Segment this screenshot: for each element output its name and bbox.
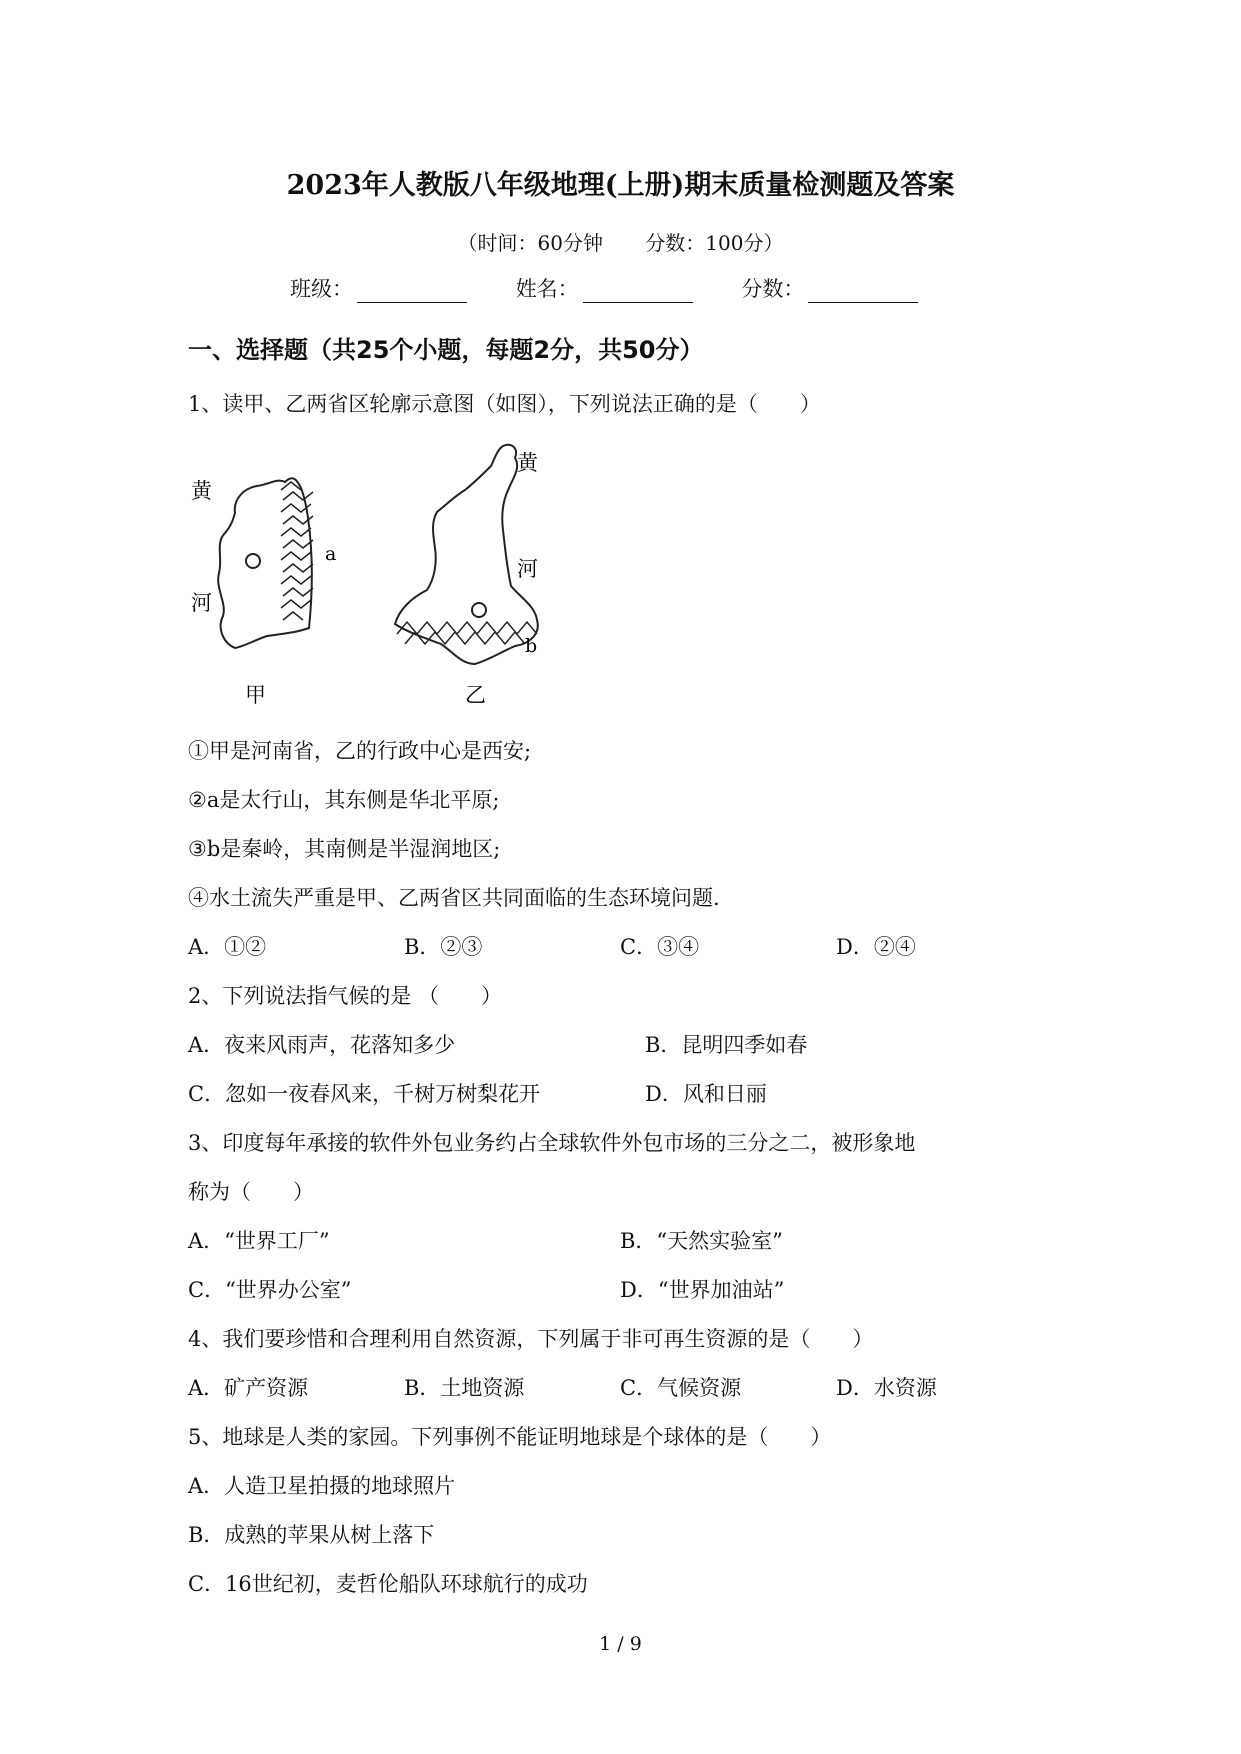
q1-option-a: A．①②: [188, 935, 267, 959]
class-field: [290, 273, 467, 303]
jia-he-label: 河: [191, 591, 212, 615]
yi-mountains: [397, 622, 537, 644]
q1-statement-4: ④水土流失严重是甲、乙两省区共同面临的生态环境问题.: [188, 886, 720, 910]
q3-option-a: A．“世界工厂”: [188, 1229, 330, 1253]
q2-option-c: C．忽如一夜春风来，千树万树梨花开: [188, 1082, 541, 1106]
student-fields: [290, 273, 960, 303]
q1-stem: 1、读甲、乙两省区轮廓示意图（如图），下列说法正确的是（ ）: [188, 392, 821, 416]
yi-mountain-symbols: [397, 622, 537, 644]
q3-option-c: C．“世界办公室”: [188, 1278, 352, 1302]
yi-name-label: 乙: [465, 683, 486, 707]
page-title: 2023年人教版八年级地理(上册)期末质量检测题及答案: [286, 170, 955, 201]
jia-map: [218, 478, 312, 648]
q2-stem: 2、下列说法指气候的是 （ ）: [188, 984, 503, 1008]
yi-b-label: b: [525, 635, 538, 657]
name-field: [516, 273, 693, 303]
q2-option-a: A．夜来风雨声，花落知多少: [188, 1033, 456, 1057]
q4-stem: 4、我们要珍惜和合理利用自然资源，下列属于非可再生资源的是（ ）: [188, 1327, 874, 1351]
q1-statement-2: ②a是太行山，其东侧是华北平原;: [188, 788, 500, 812]
jia-name-label: 甲: [245, 683, 266, 707]
q5-stem: 5、地球是人类的家园。下列事例不能证明地球是个球体的是（ ）: [188, 1425, 832, 1449]
jia-mountains: [281, 482, 313, 620]
score-info: 分数：100分）: [645, 231, 784, 255]
q1-statement-1: ①甲是河南省，乙的行政中心是西安;: [188, 739, 532, 763]
q4-option-b: B．土地资源: [404, 1376, 525, 1400]
yi-map: [395, 445, 538, 664]
q5-option-b: B．成熟的苹果从树上落下: [188, 1523, 435, 1547]
q5-option-a: A．人造卫星拍摄的地球照片: [188, 1474, 456, 1498]
q1-statement-3: ③b是秦岭，其南侧是半湿润地区;: [188, 837, 501, 861]
jia-outline: [218, 478, 312, 648]
q4-option-c: C．气候资源: [620, 1376, 742, 1400]
jia-capital-marker: [246, 554, 260, 568]
jia-mountain-symbols: [281, 482, 313, 620]
jia-a-label: a: [325, 543, 337, 565]
q3-option-d: D．“世界加油站”: [620, 1278, 785, 1302]
q5-option-c: C．16世纪初，麦哲伦船队环球航行的成功: [188, 1572, 588, 1596]
q2-option-b: B．昆明四季如春: [645, 1033, 808, 1057]
name-label: 姓名：: [515, 277, 579, 301]
page-number: 1 / 9: [599, 1633, 642, 1655]
q3-stem-line2: 称为（ ）: [188, 1180, 314, 1204]
q2-option-d: D．风和日丽: [645, 1082, 767, 1106]
q1-option-d: D．②④: [836, 935, 916, 959]
q4-option-a: A．矿产资源: [188, 1376, 309, 1400]
jia-huang-label: 黄: [191, 479, 212, 503]
time-info: （时间：60分钟: [457, 231, 603, 255]
section-heading: 一、选择题（共25个小题，每题2分，共50分）: [188, 336, 704, 364]
yi-capital-marker: [472, 603, 486, 617]
q1-option-b: B．②③: [404, 935, 483, 959]
yi-huang-label: 黄: [517, 451, 538, 475]
class-blank: [357, 280, 467, 303]
class-label: 班级：: [290, 277, 353, 301]
q3-option-b: B．“天然实验室”: [620, 1229, 783, 1253]
yi-he-label: 河: [517, 557, 538, 581]
score-label: 分数：: [741, 277, 805, 301]
yi-outline: [395, 445, 538, 664]
name-blank: [583, 280, 693, 303]
score-blank: [808, 280, 918, 303]
exam-meta: [0, 227, 1241, 256]
q1-option-c: C．③④: [620, 935, 700, 959]
q3-stem-line1: 3、印度每年承接的软件外包业务约占全球软件外包市场的三分之二，被形象地: [188, 1131, 916, 1155]
province-outline-figure: [185, 438, 625, 710]
q4-option-d: D．水资源: [836, 1376, 937, 1400]
score-field: [741, 273, 918, 303]
